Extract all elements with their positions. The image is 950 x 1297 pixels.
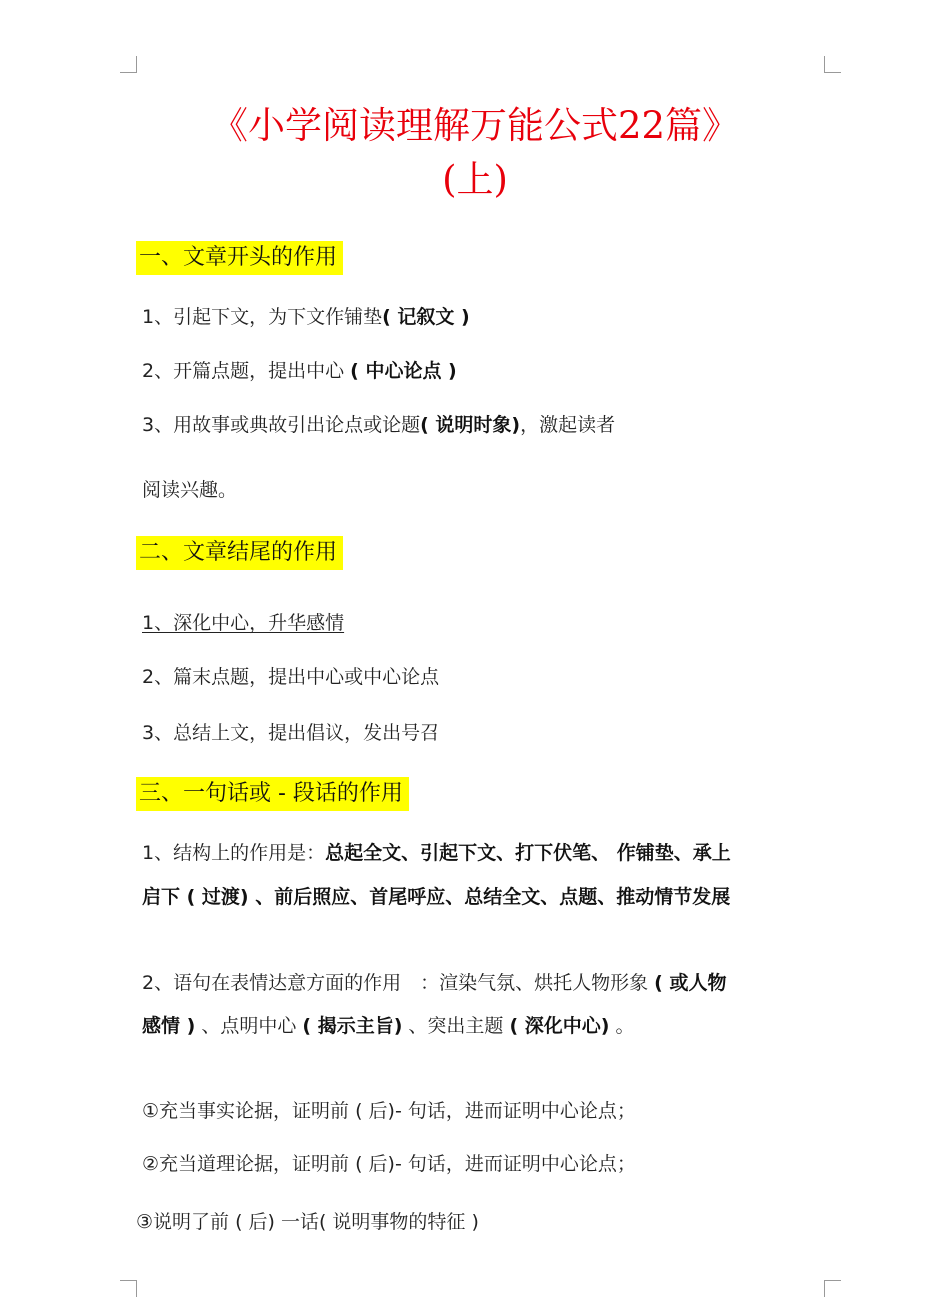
crop-mark-bottom-left	[120, 1280, 137, 1297]
item-text: 2、语句在表情达意方面的作用 ：渲染气氛、烘托人物形象	[142, 972, 655, 994]
item-text: 3、用故事或典故引出论点或论题	[142, 414, 421, 436]
list-item	[142, 840, 731, 866]
list-item: ①充当事实论据，证明前 ( 后)- 句话，进而证明中心论点；	[142, 1100, 636, 1122]
list-item	[142, 412, 615, 438]
item-bold-text: ( 深化中心)	[509, 1015, 610, 1037]
list-item: ②充当道理论据，证明前 ( 后)- 句话，进而证明中心论点；	[142, 1153, 636, 1175]
list-item	[142, 304, 470, 330]
item-bold-text: ( 说明时象)	[420, 414, 521, 436]
item-text-tail: ，激起读者	[520, 414, 616, 436]
section-heading-3: 三、一句话或 - 段话的作用	[136, 777, 409, 811]
item-text: 、点明中心	[195, 1015, 303, 1037]
item-text: 1、结构上的作用是：	[142, 842, 326, 864]
item-bold-text: 感情 )	[142, 1015, 196, 1037]
section-heading-1: 一、文章开头的作用	[136, 241, 343, 275]
list-item: ③说明了前 ( 后) 一话( 说明事物的特征 )	[136, 1211, 479, 1233]
list-item-continuation	[142, 884, 730, 910]
item-bold-text: 总起全文、引起下文、打下伏笔、 作铺垫、承上	[325, 842, 731, 864]
crop-mark-top-left	[120, 56, 137, 73]
item-bold-text: ( 或人物	[654, 972, 727, 994]
item-bold-text: ( 记叙文 )	[382, 306, 470, 328]
item-bold-text: 启下 ( 过渡) 、前后照应、首尾呼应、总结全文、点题、推动情节发展	[142, 886, 731, 908]
item-bold-text: ( 揭示主旨)	[302, 1015, 403, 1037]
item-bold-text: ( 中心论点 )	[350, 360, 457, 382]
list-item: 1、深化中心，升华感情	[142, 612, 345, 634]
document-subtitle: (上)	[442, 158, 508, 201]
document-title: 《小学阅读理解万能公式22篇》	[210, 104, 740, 147]
item-text: 2、开篇点题，提出中心	[142, 360, 351, 382]
item-text: 。	[609, 1015, 635, 1037]
item-text: 1、引起下文，为下文作铺垫	[142, 306, 383, 328]
crop-mark-bottom-right	[824, 1280, 841, 1297]
list-item: 2、篇末点题，提出中心或中心论点	[142, 666, 440, 688]
list-item: 3、总结上文，提出倡议，发出号召	[142, 722, 440, 744]
crop-mark-top-right	[824, 56, 841, 73]
list-item	[142, 970, 726, 996]
section-heading-2: 二、文章结尾的作用	[136, 536, 343, 570]
list-item-continuation	[142, 1013, 635, 1039]
list-item-continuation: 阅读兴趣。	[142, 479, 238, 501]
list-item	[142, 358, 457, 384]
item-text: 、突出主题	[402, 1015, 510, 1037]
